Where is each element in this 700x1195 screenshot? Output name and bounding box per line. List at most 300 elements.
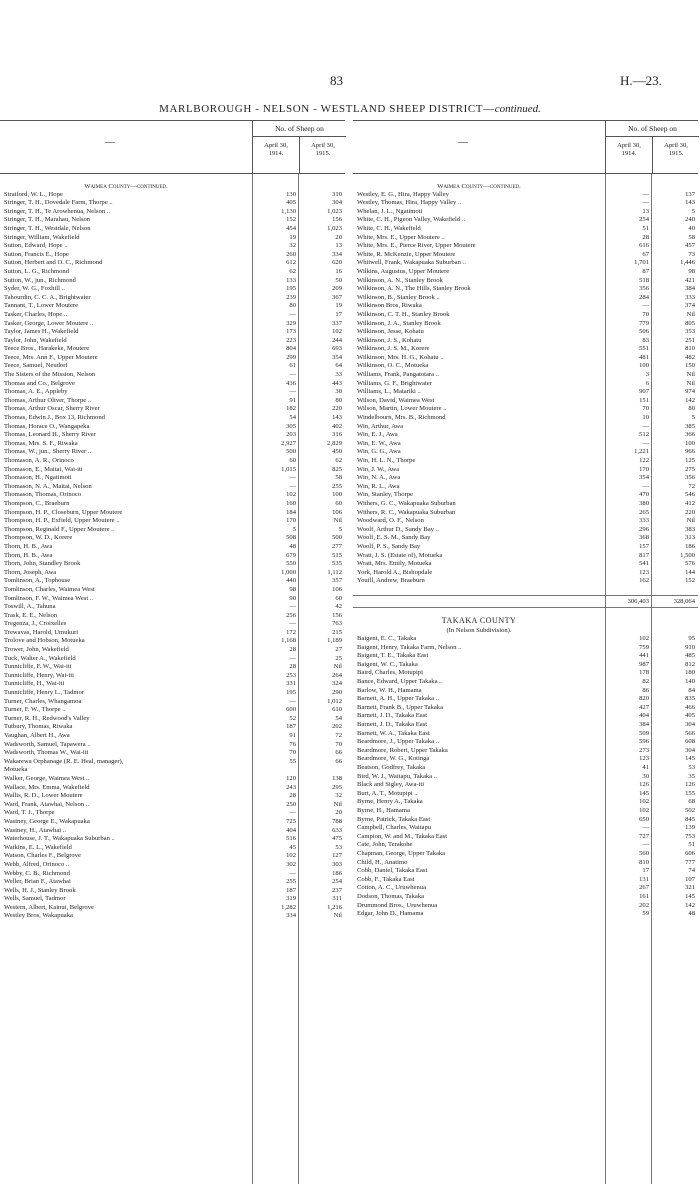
table-row — [0, 405, 345, 414]
table-row — [353, 764, 698, 773]
sheep-1914: 13 — [642, 207, 649, 215]
table-row — [353, 251, 698, 260]
sheep-1915: 140 — [685, 678, 695, 686]
sheep-1914: 356 — [639, 285, 649, 293]
takaka-row-list — [353, 635, 698, 919]
owner-name: Thomason, Thomas, Orinoco — [4, 491, 82, 499]
sheep-1915: 142 — [685, 396, 695, 404]
sheep-1915: 30 — [335, 388, 342, 396]
table-row — [0, 732, 345, 741]
owner-name: Beardmore, W. G., Kotinga — [357, 755, 430, 763]
owner-name: Youill, Andrew, Braeburn — [357, 577, 425, 585]
owner-name: Tahourdin, C. C. A., Brightwater — [4, 293, 91, 301]
owner-name: Tunnicliffe, Henry, Wai-iti — [4, 671, 74, 679]
table-row — [0, 801, 345, 810]
table-row — [353, 431, 698, 440]
owner-name: Tannant, T., Lower Moutere — [4, 302, 78, 310]
sheep-1914: 6 — [645, 379, 649, 387]
sheep-1914: 600 — [286, 706, 296, 714]
sheep-1914: 404 — [639, 712, 649, 720]
sheep-1915: 1,112 — [327, 568, 342, 576]
table-row — [353, 268, 698, 277]
owner-name: Turner, F. W., Thorpe .. — [4, 706, 66, 714]
table-row — [0, 483, 345, 492]
sheep-1914: 123 — [639, 755, 649, 763]
sheep-count-header — [605, 121, 699, 173]
sheep-1914: 804 — [286, 345, 296, 353]
sheep-1915: 405 — [685, 712, 695, 720]
table-row — [353, 902, 698, 911]
owner-name: Toswill, A., Tahuna — [4, 603, 56, 611]
right-table-header — [353, 120, 698, 174]
owner-name: Williams, L., Matariki .. — [357, 388, 421, 396]
sheep-1915: 186 — [332, 869, 342, 877]
sheep-1915: 367 — [332, 293, 342, 301]
sheep-1914: 265 — [639, 508, 649, 516]
owner-name: White, C. H., Wakefield — [357, 224, 421, 232]
sheep-1915: 608 — [685, 738, 695, 746]
sheep-1915: 202 — [332, 723, 342, 731]
sheep-1914: 182 — [286, 405, 296, 413]
owner-name: Bird, W. J., Waitapu, Takaka .. — [357, 772, 438, 780]
table-row — [353, 423, 698, 432]
owner-name: Barnett, J. D., Takaka East — [357, 721, 428, 729]
sheep-1914: 82 — [642, 678, 649, 686]
table-row — [0, 620, 345, 629]
sheep-1915: 72 — [688, 482, 695, 490]
sheep-1915: 753 — [685, 832, 695, 840]
left-row-list — [0, 191, 345, 921]
sheep-1915: 1,500 — [680, 551, 695, 559]
owner-name: Wallis, R. D., Lower Moutere — [4, 792, 83, 800]
table-row — [0, 466, 345, 475]
sheep-1915: 337 — [332, 319, 342, 327]
sheep-1914: 184 — [286, 508, 296, 516]
sheep-1915: 35 — [688, 772, 695, 780]
sheep-1915: 304 — [685, 721, 695, 729]
owner-name: Thomas, W., jun., Sherry River .. — [4, 448, 92, 456]
owner-name: Wratt, J. S. (Estate of), Motueka — [357, 551, 443, 559]
sheep-1914: 250 — [286, 800, 296, 808]
owner-name: Thompson, C., Braeburn — [4, 499, 70, 507]
sheep-1915: 295 — [332, 783, 342, 791]
table-row — [0, 500, 345, 509]
owner-name: Win, Arthur, Awa — [357, 422, 404, 430]
owner-name: Tasker, Charles, Hope .. — [4, 310, 68, 318]
sheep-1914: — — [289, 809, 296, 817]
owner-name: Thomason, N. A., Maitai, Nelson — [4, 482, 92, 490]
sheep-1915: Nil — [333, 663, 342, 671]
table-row — [0, 663, 345, 672]
owner-name: Wilkinson Bros, Riwaka — [357, 302, 422, 310]
table-row — [0, 423, 345, 432]
owner-name: Wells, H. J., Stanley Brook — [4, 886, 76, 894]
sheep-1914: — — [289, 310, 296, 318]
table-row — [353, 285, 698, 294]
sheep-1914: — — [289, 697, 296, 705]
sheep-1915: 310 — [332, 190, 342, 198]
sheep-1914: — — [289, 388, 296, 396]
owner-name: Chapman, George, Upper Takaka — [357, 849, 446, 857]
owner-name: White, R. McKenzie, Upper Moutere — [357, 250, 456, 258]
sheep-1914: 91 — [289, 396, 296, 404]
left-table-header — [0, 120, 345, 174]
sheep-1915: 40 — [688, 224, 695, 232]
sheep-1914: 98 — [289, 585, 296, 593]
owner-name: Beardmore, J., Upper Takaka .. — [357, 738, 439, 746]
table-row — [353, 569, 698, 578]
owner-name: Wilkinson, A. N., Stanley Brook — [357, 276, 443, 284]
table-row — [353, 850, 698, 859]
owner-name: Baigent, E. C., Takaka — [357, 635, 417, 643]
owner-name: Withers, R. C., Wakapuaka Suburban — [357, 508, 456, 516]
owner-name: Bance, Edward, Upper Takaka .. — [357, 678, 443, 686]
table-row — [0, 586, 345, 595]
sheep-1914: 28 — [289, 646, 296, 654]
owner-name: Waterhouse, J. T., Wakapuaka Suburban .. — [4, 835, 115, 843]
owner-name: Tunnicliffe, H., Wai-iti — [4, 680, 65, 688]
owner-name: Weller, Brian F., Atawhai — [4, 878, 71, 886]
title-main: MARLBOROUGH - NELSON - WESTLAND SHEEP DISTRICT— — [159, 103, 495, 115]
sheep-1915: 143 — [685, 199, 695, 207]
table-row — [353, 859, 698, 868]
owner-name: Beatson, Godfrey, Takaka — [357, 764, 426, 771]
sheep-1914: 90 — [289, 594, 296, 602]
sheep-1915: Nil — [686, 310, 695, 318]
owner-name: White, C. H., Pigeon Valley, Wakefield .. — [357, 216, 466, 224]
county-total-row — [353, 595, 698, 608]
sheep-1915: 74 — [688, 867, 695, 875]
owner-name: Stringer, T. H., Marahau, Nelson — [4, 216, 91, 224]
table-row — [0, 191, 345, 200]
table-row — [353, 191, 698, 200]
sheep-1914: 427 — [639, 703, 649, 711]
sheep-1915: 366 — [685, 431, 695, 439]
sheep-1914: 404 — [286, 826, 296, 834]
table-row — [0, 852, 345, 861]
right-table — [353, 120, 698, 1184]
name-column-header: — — [458, 137, 468, 148]
owner-name: Win, Stanley, Thorpe — [357, 491, 413, 499]
sheep-1914: 55 — [289, 757, 296, 765]
sheep-1915: 33 — [335, 371, 342, 379]
sheep-1915: 106 — [332, 585, 342, 593]
owner-name: Stringer, T. H., Te Arowhenua, Nelson .. — [4, 207, 111, 215]
sheep-1914: 102 — [286, 491, 296, 499]
sheep-count-title: No. of Sheep on — [253, 121, 346, 137]
sheep-1915: 845 — [685, 815, 695, 823]
table-row — [0, 491, 345, 500]
sheep-1914: 299 — [286, 353, 296, 361]
sheep-1915: 412 — [685, 499, 695, 507]
sheep-1914: 1,221 — [634, 448, 649, 456]
owner-name: Wastney, George E., Wakapuaka — [4, 817, 90, 825]
owner-name: Taylor, James H., Wakefield — [4, 328, 79, 336]
owner-name: Win, H. L. N., Thorpe — [357, 457, 416, 464]
document-reference: H.—23. — [620, 73, 662, 88]
owner-name: Wadsworth, Thomas W., Wai-iti — [4, 749, 89, 757]
table-row — [353, 397, 698, 406]
table-row — [0, 225, 345, 234]
sheep-1914: — — [289, 603, 296, 611]
sheep-1915: 812 — [685, 660, 695, 668]
sheep-1915: 566 — [685, 729, 695, 737]
sheep-1914: 305 — [286, 422, 296, 430]
owner-name: Trower, John, Wakefield — [4, 646, 69, 654]
table-row — [353, 712, 698, 721]
table-row — [0, 646, 345, 655]
owner-name: Win, E. J., Awa — [357, 431, 398, 439]
table-row — [0, 320, 345, 329]
sheep-1915: 53 — [335, 843, 342, 851]
table-row — [353, 534, 698, 543]
table-row — [353, 199, 698, 208]
name-column-header: — — [105, 137, 115, 148]
sheep-1915: 5 — [691, 414, 695, 422]
sheep-1914: 70 — [642, 310, 649, 318]
table-row — [0, 457, 345, 466]
table-row — [353, 388, 698, 397]
col-1914-header: April 30, 1914. — [253, 136, 300, 173]
sheep-1915: 5 — [691, 207, 695, 215]
sheep-1915: 48 — [688, 910, 695, 918]
table-row — [353, 798, 698, 807]
sheep-1914: — — [642, 824, 649, 832]
owner-name: Cobb, F., Takaka East — [357, 875, 415, 883]
owner-name: Wilson, David, Waimea West — [357, 396, 435, 404]
sheep-1914: — — [289, 654, 296, 662]
owner-name: Wakarewa Orphanage (R. E. Heal, manager), — [4, 757, 124, 765]
owner-name: Thomason, E., Maitai, Wai-iti — [4, 465, 83, 473]
owner-name: Wilkinson, J. S. M., Korere — [357, 345, 430, 353]
sheep-1915: 693 — [332, 345, 342, 353]
table-row — [0, 216, 345, 225]
sheep-1914: 28 — [642, 233, 649, 241]
table-row — [353, 678, 698, 687]
sheep-1915: 66 — [335, 757, 342, 765]
owner-name: Tasker, George, Lower Moutere .. — [4, 319, 94, 327]
sheep-1914: 76 — [289, 740, 296, 748]
sheep-1915: 1,023 — [327, 207, 342, 215]
sheep-1914: 1,282 — [281, 903, 296, 911]
owner-name: York, Harold A., Bishopdale — [357, 568, 433, 576]
sheep-1915: 633 — [332, 826, 342, 834]
sheep-1914: 45 — [289, 843, 296, 851]
owner-name: Williams, Frank, Pangatotara .. — [357, 371, 439, 379]
sheep-1914: — — [289, 482, 296, 490]
owner-name: Thomas, Arthur Oscar, Sherry River — [4, 405, 100, 413]
table-row — [353, 884, 698, 893]
sheep-1914: 122 — [639, 457, 649, 464]
table-row — [0, 603, 345, 612]
table-row — [0, 835, 345, 844]
sheep-1915: 5 — [338, 525, 342, 533]
sheep-1914: 551 — [639, 345, 649, 353]
table-row — [353, 755, 698, 764]
owner-name: Tuck, Walter A., Wakefield — [4, 654, 76, 662]
sheep-1915: 20 — [335, 233, 342, 241]
table-row — [0, 285, 345, 294]
table-row — [0, 448, 345, 457]
county-subtitle: (In Nelson Subdivision). — [446, 627, 512, 635]
sheep-1914: 727 — [639, 832, 649, 840]
owner-name: Byrne, H., Hamama — [357, 806, 410, 814]
owner-name: Win, E. W., Awa — [357, 439, 401, 447]
table-row — [0, 509, 345, 518]
sheep-1914: 759 — [639, 643, 649, 651]
sheep-1914: 70 — [289, 749, 296, 757]
table-row — [0, 526, 345, 535]
table-row — [0, 680, 345, 689]
county-heading: Waimea County—continued. — [84, 182, 168, 190]
sheep-1914: 51 — [642, 224, 649, 232]
table-row — [353, 354, 698, 363]
sheep-1915: 966 — [685, 448, 695, 456]
sheep-1914: 596 — [639, 738, 649, 746]
page-title — [0, 103, 700, 115]
table-row — [353, 644, 698, 653]
sheep-count-header — [252, 121, 346, 173]
table-row — [0, 414, 345, 423]
sheep-1914: 354 — [639, 474, 649, 482]
owner-name: Woolf, P. S., Sandy Bay — [357, 542, 421, 550]
table-row — [0, 543, 345, 552]
sheep-1915: 186 — [685, 542, 695, 550]
table-row — [353, 380, 698, 389]
owner-name: Baigent, Henry, Takaka Farm, Nelson .. — [357, 643, 462, 651]
sheep-1915: 620 — [332, 259, 342, 267]
table-row — [0, 259, 345, 268]
table-row — [0, 655, 345, 664]
sheep-1915: 290 — [332, 689, 342, 697]
table-row — [0, 534, 345, 543]
sheep-1915: 215 — [332, 628, 342, 636]
owner-name: Stringer, T. H., Westdale, Nelson — [4, 224, 91, 232]
table-row — [353, 466, 698, 475]
sheep-1914: 62 — [289, 267, 296, 275]
table-row — [353, 345, 698, 354]
owner-name: Westley, Thomas, Hira, Happy Valley .. — [357, 199, 462, 207]
sheep-1914: 817 — [639, 551, 649, 559]
sheep-1914: 67 — [642, 250, 649, 258]
table-row — [353, 474, 698, 483]
owner-name: Wells, Samuel, Tadmor — [4, 895, 66, 903]
sheep-1914: 170 — [286, 517, 296, 525]
sheep-1915: 20 — [335, 809, 342, 817]
table-row — [353, 242, 698, 251]
sheep-1914: 161 — [639, 892, 649, 900]
sheep-1915: 70 — [335, 740, 342, 748]
table-row — [0, 741, 345, 750]
owner-name: Thomas, Arthur Oliver, Thorpe .. — [4, 396, 92, 404]
sheep-1915: 311 — [332, 895, 342, 903]
table-row — [353, 414, 698, 423]
table-row — [353, 704, 698, 713]
owner-name: Thomas, Horace O., Wangapeka — [4, 422, 90, 430]
sheep-1915: Nil — [686, 371, 695, 379]
sheep-1915: 58 — [335, 474, 342, 482]
sheep-1914: 500 — [286, 448, 296, 456]
sheep-1915: 25 — [335, 654, 342, 662]
owner-name: Cate, John, Terakohe — [357, 841, 413, 849]
owner-name: Teece, Mrs. Ann F., Upper Moutere — [4, 353, 98, 361]
table-row — [353, 302, 698, 311]
table-row — [0, 672, 345, 681]
owner-name: Wratt, Mrs. Emily, Motueka — [357, 560, 432, 568]
owner-name: Windelbourn, Mrs. B., Richmond — [357, 414, 446, 422]
table-row — [353, 483, 698, 492]
sheep-1915: 19 — [335, 302, 342, 310]
sheep-1915: 125 — [685, 457, 695, 464]
owner-name: Cotton, A. C., Uruwhenua — [357, 884, 427, 892]
table-row — [353, 277, 698, 286]
sheep-1914: 725 — [286, 817, 296, 825]
sheep-1915: 220 — [332, 405, 342, 413]
owner-name: Black and Sigley, Awa-iti — [357, 781, 425, 789]
table-row — [353, 738, 698, 747]
table-row — [0, 689, 345, 698]
owner-name: Barnett, Frank B., Upper Takaka — [357, 703, 444, 711]
sheep-1915: 421 — [685, 276, 695, 284]
table-row — [0, 766, 345, 775]
sheep-1915: 155 — [685, 789, 695, 797]
sheep-1914: 506 — [639, 328, 649, 336]
table-row — [0, 698, 345, 707]
table-row — [353, 216, 698, 225]
table-row — [353, 328, 698, 337]
table-row — [0, 706, 345, 715]
table-row — [0, 552, 345, 561]
sheep-1914: 253 — [286, 671, 296, 679]
table-row — [353, 560, 698, 569]
sheep-1914: 509 — [639, 729, 649, 737]
table-row — [353, 457, 698, 466]
table-row — [353, 500, 698, 509]
owner-name: Thorn, H. B., Awa — [4, 551, 53, 559]
sheep-1915: 357 — [332, 577, 342, 585]
table-row — [0, 277, 345, 286]
sheep-1915: 974 — [685, 388, 695, 396]
owner-name: Wilkinson, O. C., Motueka — [357, 362, 429, 370]
table-row — [353, 577, 698, 586]
table-row — [0, 234, 345, 243]
owner-name: Edgar, John D., Hamama — [357, 910, 424, 918]
table-row — [0, 878, 345, 887]
table-row — [0, 302, 345, 311]
owner-name: Thomas, Leonard H., Sherry River — [4, 431, 96, 439]
sheep-1915: 95 — [688, 635, 695, 643]
sheep-1914: 810 — [639, 858, 649, 866]
sheep-1914: — — [289, 620, 296, 628]
sheep-1915: 137 — [685, 190, 695, 198]
owner-name: Ward, Frank, Atawhai, Nelson .. — [4, 800, 89, 808]
sheep-1914: — — [642, 190, 649, 198]
col-1915-header: April 30, 1915. — [311, 142, 335, 157]
sheep-1914: 80 — [289, 302, 296, 310]
sheep-1915: 402 — [332, 422, 342, 430]
sheep-1915: 450 — [332, 448, 342, 456]
owner-name: Dodson, Thomas, Takaka — [357, 892, 425, 900]
owner-name: Barnett, A. H., Upper Takaka .. — [357, 695, 439, 703]
owner-name: Stringer, T. H., Dovedale Farm, Thorpe .. — [4, 199, 113, 207]
owner-name: Thompson, Reginald F., Upper Moutere .. — [4, 525, 115, 533]
sheep-1915: 835 — [685, 695, 695, 703]
owner-name: Wilkinson, J. A., Stanley Brook — [357, 319, 441, 327]
owner-name: Thomas, Edwin J., Box 13, Richmond — [4, 414, 105, 422]
table-row — [353, 816, 698, 825]
owner-name: Westley Bros, Wakapuaka — [4, 912, 73, 920]
owner-name: Drummond Bros., Uruwhenua — [357, 901, 438, 909]
